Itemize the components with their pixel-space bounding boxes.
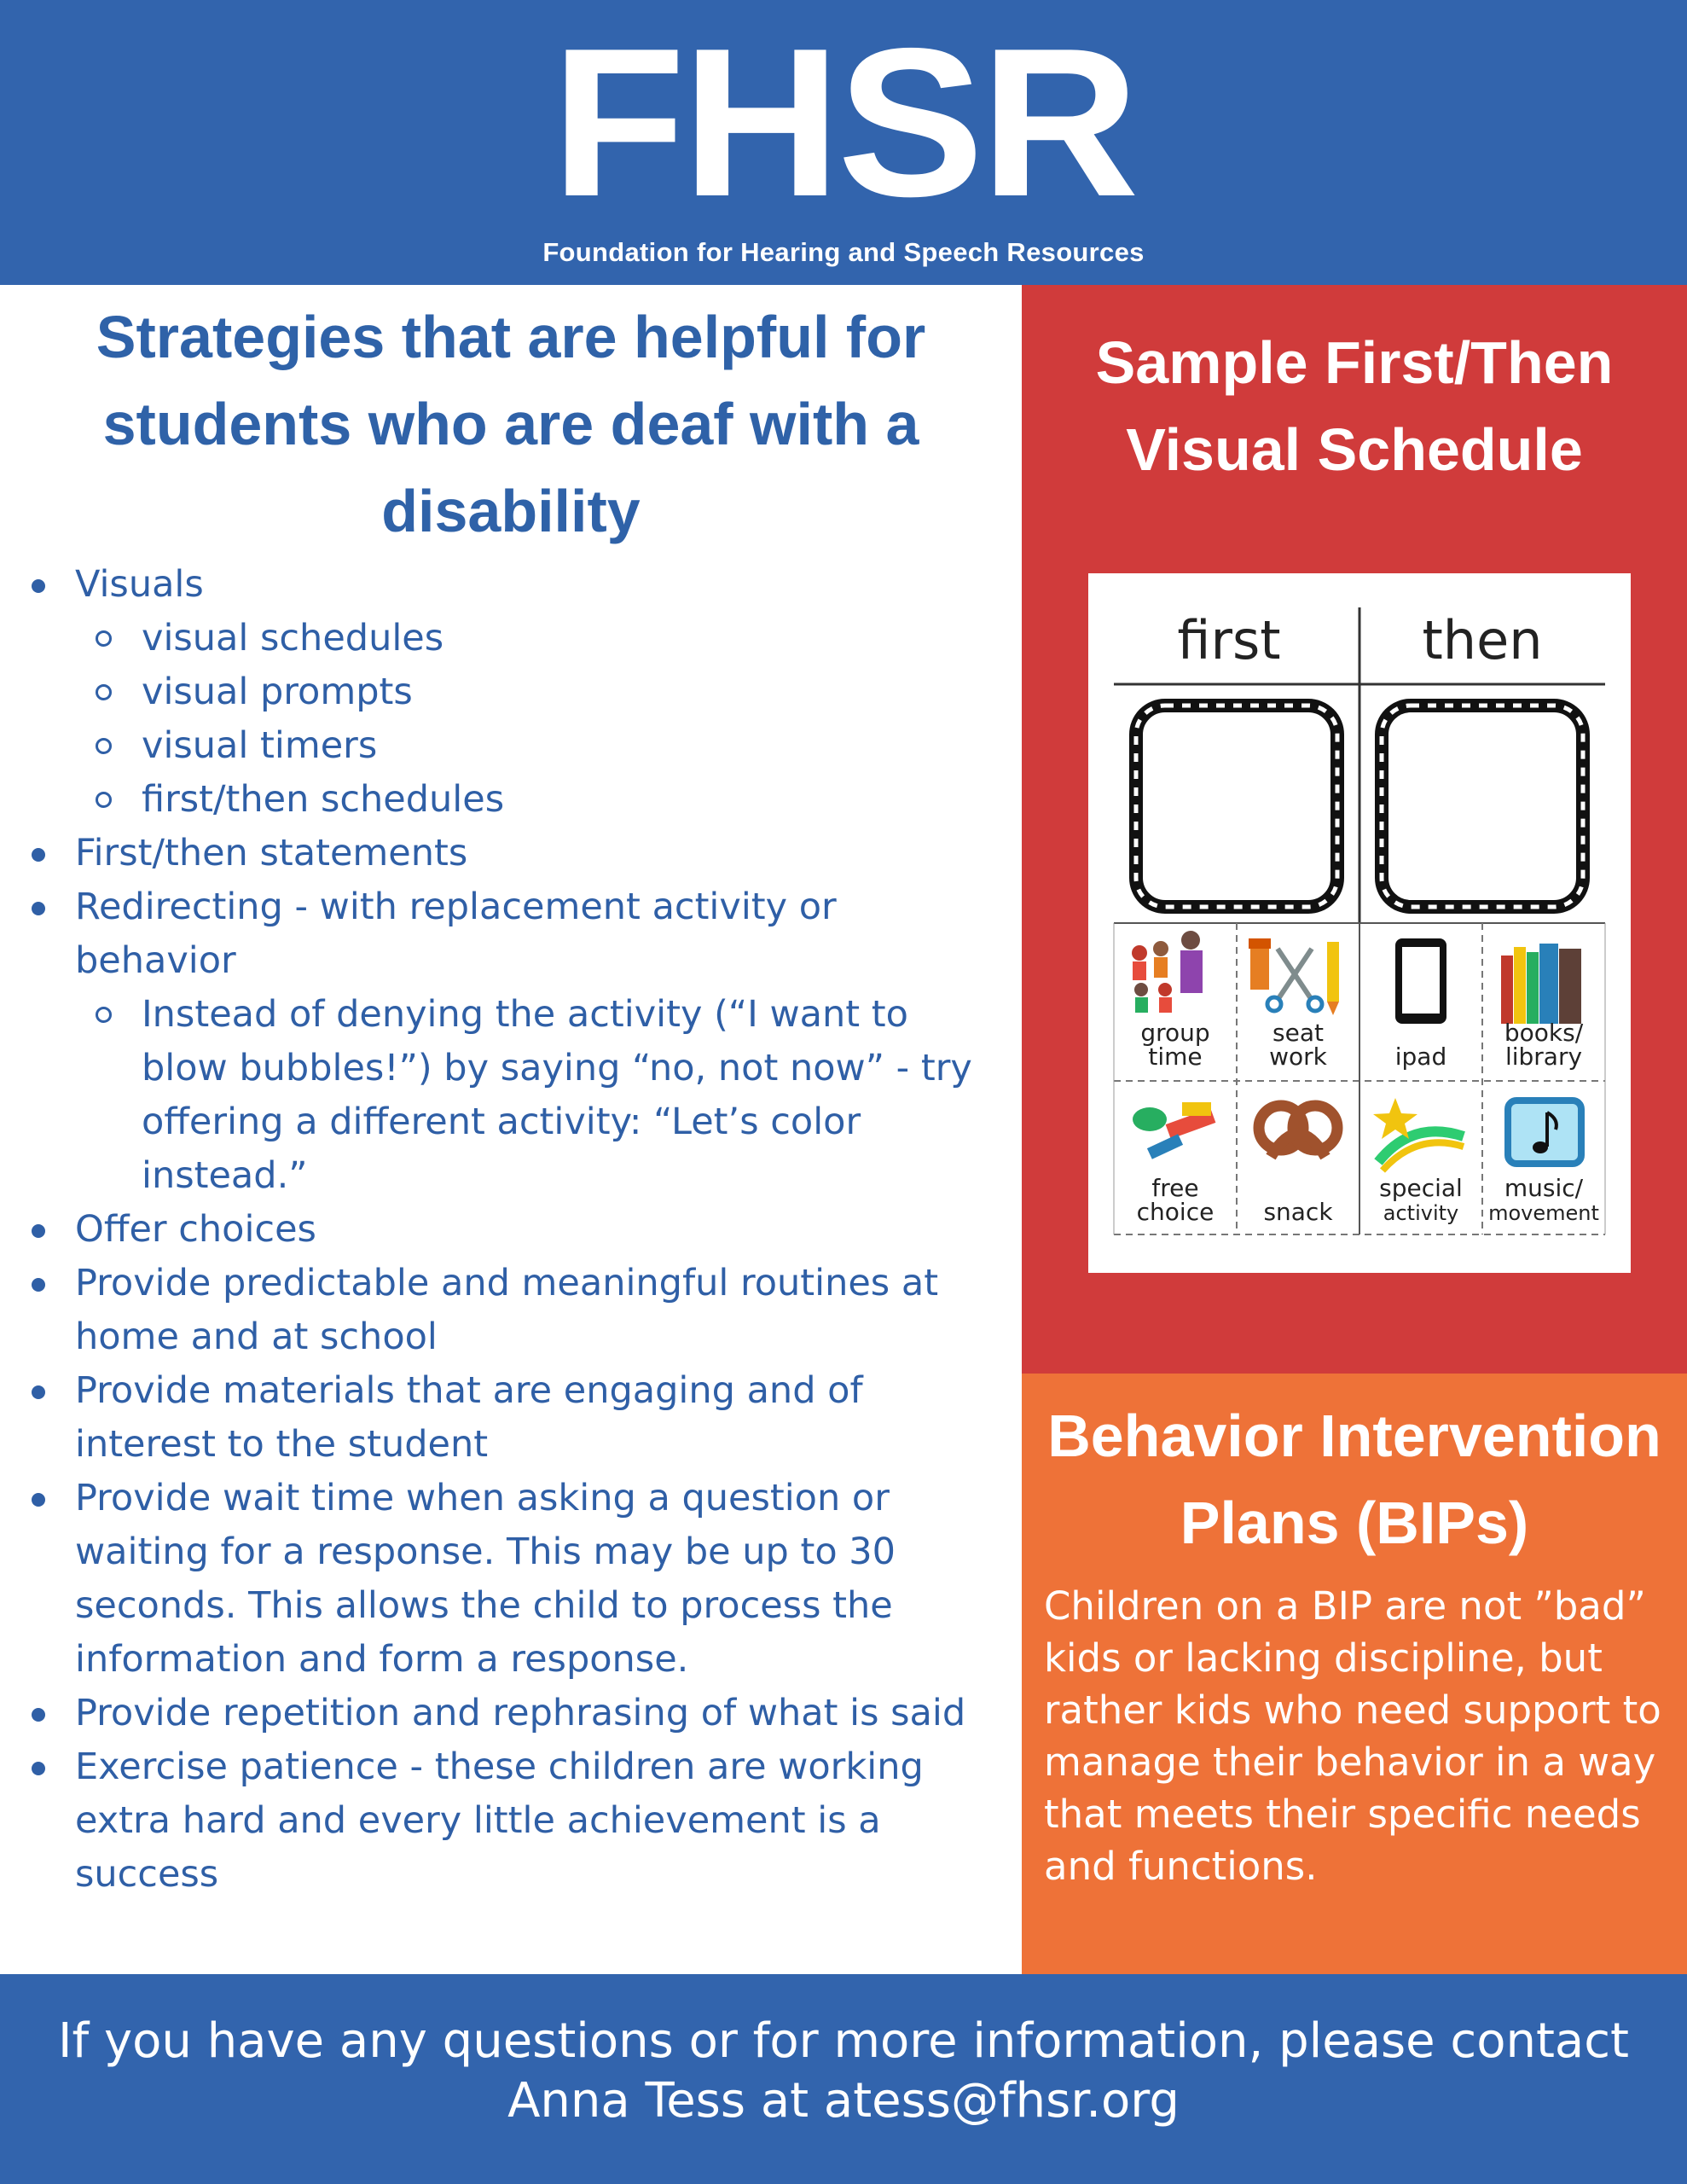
- first-slot: [1136, 706, 1337, 907]
- schedule-panel: [1022, 285, 1687, 1374]
- first-then-chart: [1088, 573, 1631, 1273]
- schedule-card-label: library: [1504, 1043, 1583, 1071]
- group-time-icon: [1132, 931, 1203, 1013]
- header-banner: [0, 0, 1687, 285]
- seat-work-icon: [1249, 938, 1339, 1015]
- strategy-text: Provide predictable and meaningful routines at home and at school: [75, 1262, 939, 1358]
- music-note-icon: [1508, 1101, 1581, 1164]
- schedule-card-label: books/: [1504, 1019, 1584, 1047]
- books-icon: [1501, 944, 1581, 1024]
- bip-panel: [1022, 1374, 1687, 1974]
- strategies-list: [0, 558, 1022, 1902]
- strategy-text: Provide repetition and rephrasing of what is said: [75, 1692, 966, 1734]
- star-icon: [1373, 1098, 1464, 1170]
- logo-tagline: Foundation for Hearing and Speech Resources: [542, 237, 1145, 267]
- schedule-card-label: movement: [1488, 1201, 1599, 1225]
- strategy-text: Visuals: [75, 563, 204, 606]
- sub-list: [75, 612, 1005, 827]
- strategy-item: [0, 1203, 1022, 1257]
- schedule-card-label: activity: [1383, 1201, 1459, 1225]
- bip-body: Children on a BIP are not ”bad” kids or lacking discipline, but rather kids who need support to manage their behavior in a way that meets their specific needs and functions.: [1044, 1583, 1661, 1889]
- schedule-card-label: free: [1151, 1174, 1199, 1202]
- schedule-card-label: seat: [1272, 1019, 1324, 1047]
- first-then-schedule-image: [1088, 573, 1631, 1273]
- contact-text: If you have any questions or for more information, please contact Anna Tess at atess@fhsr.org: [57, 2013, 1629, 2129]
- strategy-text: First/then statements: [75, 832, 468, 874]
- fhsr-logo: FHSR: [551, 3, 1136, 241]
- strategy-text: Exercise patience - these children are working extra hard and every little achievement is a success: [75, 1745, 924, 1896]
- strategy-item: [0, 1364, 1022, 1472]
- free-choice-icon: [1133, 1102, 1215, 1159]
- footer-banner: [0, 1974, 1687, 2184]
- schedule-title: Sample First/Then Visual Schedule: [1095, 329, 1614, 483]
- ipad-icon: [1395, 938, 1446, 1024]
- strategy-text: Provide wait time when asking a question or waiting for a response. This may be up to 30 seconds. This allows the child to process the information and form a response.: [75, 1477, 896, 1681]
- schedule-card-label: ipad: [1394, 1043, 1447, 1071]
- then-slot: [1382, 706, 1583, 907]
- schedule-card-label: snack: [1263, 1198, 1333, 1226]
- strategies-panel: [0, 285, 1022, 1974]
- then-column-label: then: [1422, 609, 1543, 671]
- sub-item: visual schedules: [75, 612, 1005, 665]
- sub-item: visual timers: [75, 719, 1005, 773]
- pretzel-icon: [1259, 1106, 1337, 1157]
- strategy-item: [0, 1740, 1022, 1902]
- strategy-item: [0, 1472, 1022, 1687]
- strategy-item: [0, 827, 1022, 880]
- schedule-card-label: group: [1140, 1019, 1210, 1047]
- schedule-card-label: time: [1148, 1043, 1203, 1071]
- strategy-text: Redirecting - with replacement activity or behavior: [75, 886, 837, 982]
- sub-item: Instead of denying the activity (“I want to blow bubbles!”) by saying “no, not now” - try offering a different activity: “Let’s color instead.”: [75, 988, 1005, 1203]
- schedule-card-label: choice: [1136, 1198, 1215, 1226]
- strategy-text: Provide materials that are engaging and of interest to the student: [75, 1369, 863, 1466]
- strategy-item: [0, 1257, 1022, 1364]
- first-column-label: first: [1177, 609, 1281, 671]
- schedule-card-label: work: [1269, 1043, 1327, 1071]
- bip-title: Behavior Intervention Plans (BIPs): [1047, 1403, 1661, 1556]
- strategy-item: [0, 558, 1022, 827]
- strategy-text: Offer choices: [75, 1208, 316, 1251]
- strategies-title: Strategies that are helpful for students who are deaf with a disability: [96, 304, 926, 544]
- sub-item: visual prompts: [75, 665, 1005, 719]
- sub-item: first/then schedules: [75, 773, 1005, 827]
- strategy-item: [0, 1687, 1022, 1740]
- schedule-card-label: music/: [1504, 1174, 1584, 1202]
- sub-list: [75, 988, 1005, 1203]
- strategy-item: [0, 880, 1022, 1203]
- schedule-card-label: special: [1379, 1174, 1463, 1202]
